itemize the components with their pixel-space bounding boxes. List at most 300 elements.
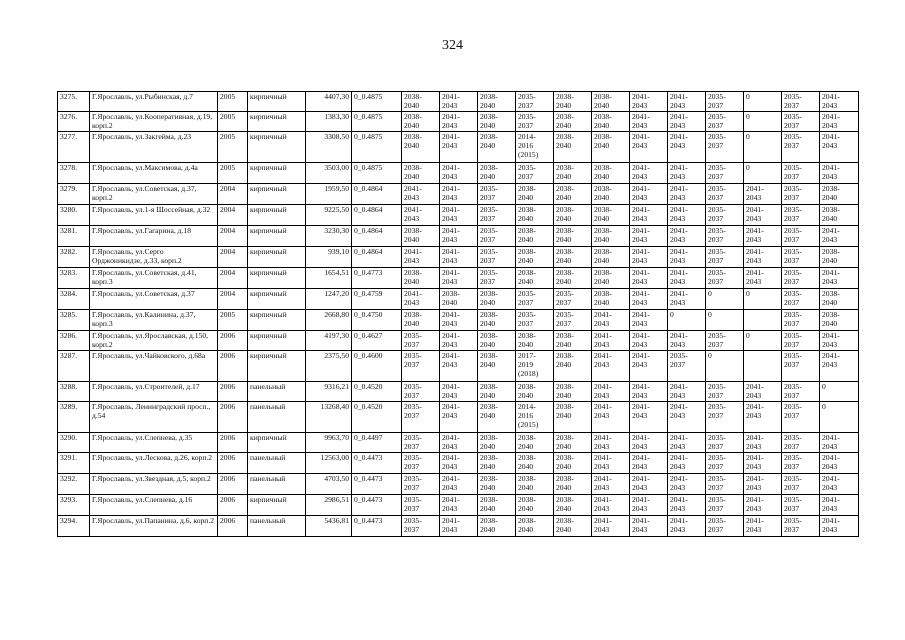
cell-p10: 2041- 2043	[744, 516, 782, 537]
cell-area: 4703,50	[306, 474, 352, 495]
cell-p2: 2041- 2043	[440, 402, 478, 433]
cell-year: 2006	[218, 402, 248, 433]
cell-p9: 0	[706, 351, 744, 382]
cell-p5: 2038- 2040	[554, 163, 592, 184]
cell-p4: 2035- 2037	[516, 163, 554, 184]
cell-p5: 2038- 2040	[554, 495, 592, 516]
cell-p5: 2038- 2040	[554, 92, 592, 112]
cell-p10: 2041- 2043	[744, 495, 782, 516]
cell-material: кирпичный	[248, 331, 306, 351]
cell-material: панельный	[248, 402, 306, 433]
cell-p4: 2035- 2037	[516, 289, 554, 310]
cell-coef: 0_0.4864	[352, 205, 402, 226]
cell-p1: 2038- 2040	[402, 112, 440, 132]
cell-p3: 2038- 2040	[478, 516, 516, 537]
cell-p11: 2035- 2037	[782, 92, 820, 112]
cell-p10	[744, 310, 782, 331]
table-row	[58, 132, 859, 163]
cell-p1: 2035- 2037	[402, 382, 440, 402]
cell-coef: 0_0.4864	[352, 184, 402, 205]
cell-p10: 2041- 2043	[744, 402, 782, 433]
cell-p1: 2035- 2037	[402, 351, 440, 382]
cell-p7: 2041- 2043	[630, 226, 668, 247]
cell-p8: 2041- 2043	[668, 268, 706, 289]
cell-p2: 2041- 2043	[440, 516, 478, 537]
cell-area: 1247,20	[306, 289, 352, 310]
cell-p11: 2035- 2037	[782, 289, 820, 310]
cell-p3: 2038- 2040	[478, 92, 516, 112]
cell-p10: 2041- 2043	[744, 453, 782, 474]
cell-p2: 2041- 2043	[440, 433, 478, 453]
cell-p6: 2038- 2040	[592, 112, 630, 132]
cell-area: 2375,50	[306, 351, 352, 382]
cell-area: 12563,00	[306, 453, 352, 474]
cell-p1: 2038- 2040	[402, 92, 440, 112]
cell-p5: 2038- 2040	[554, 112, 592, 132]
cell-p5: 2038- 2040	[554, 351, 592, 382]
cell-p11: 2035- 2037	[782, 268, 820, 289]
cell-p9: 2035- 2037	[706, 268, 744, 289]
cell-p4: 2017- 2019 (2018)	[516, 351, 554, 382]
cell-p5: 2038- 2040	[554, 184, 592, 205]
cell-p12: 2041- 2043	[820, 331, 859, 351]
cell-p2: 2041- 2043	[440, 310, 478, 331]
cell-p3: 2038- 2040	[478, 163, 516, 184]
cell-p3: 2038- 2040	[478, 453, 516, 474]
cell-material: панельный	[248, 474, 306, 495]
cell-p8: 2041- 2043	[668, 112, 706, 132]
cell-address: Г.Ярославль, ул.Строителей, д.17	[90, 382, 218, 402]
cell-p3: 2038- 2040	[478, 474, 516, 495]
table-row	[58, 495, 859, 516]
cell-p3: 2038- 2040	[478, 382, 516, 402]
cell-area: 3503,00	[306, 163, 352, 184]
cell-p1: 2035- 2037	[402, 474, 440, 495]
cell-p10: 0	[744, 163, 782, 184]
cell-p6: 2041- 2043	[592, 433, 630, 453]
cell-num: 3285.	[58, 310, 90, 331]
cell-p6: 2041- 2043	[592, 402, 630, 433]
cell-p7: 2041- 2043	[630, 112, 668, 132]
table-row	[58, 268, 859, 289]
cell-p8: 2041- 2043	[668, 132, 706, 163]
cell-address: Г.Ярославль, ул.Папанина, д.6, корп.2	[90, 516, 218, 537]
cell-address: Г.Ярославль, ул.Максимова, д.4а	[90, 163, 218, 184]
table-row	[58, 163, 859, 184]
cell-address: Г.Ярославль, ул.Серго Орджоникидзе, д.33, корп.2	[90, 247, 218, 268]
cell-p9: 2035- 2037	[706, 205, 744, 226]
cell-p2: 2041- 2043	[440, 112, 478, 132]
cell-p5: 2038- 2040	[554, 268, 592, 289]
cell-p2: 2041- 2043	[440, 226, 478, 247]
cell-material: кирпичный	[248, 132, 306, 163]
cell-address: Г.Ярославль, ул.Рыбинская, д.7	[90, 92, 218, 112]
cell-address: Г.Ярославль, ул.Слепнева, д.35	[90, 433, 218, 453]
cell-p7: 2041- 2043	[630, 132, 668, 163]
cell-p6: 2038- 2040	[592, 268, 630, 289]
cell-p1: 2035- 2037	[402, 433, 440, 453]
cell-year: 2005	[218, 112, 248, 132]
cell-p7: 2041- 2043	[630, 289, 668, 310]
cell-p3: 2038- 2040	[478, 132, 516, 163]
cell-num: 3283.	[58, 268, 90, 289]
cell-p3: 2038- 2040	[478, 402, 516, 433]
cell-coef: 0_0.4473	[352, 453, 402, 474]
cell-p10: 2041- 2043	[744, 474, 782, 495]
cell-year: 2004	[218, 289, 248, 310]
cell-p2: 2041- 2043	[440, 351, 478, 382]
cell-num: 3288.	[58, 382, 90, 402]
cell-p7: 2041- 2043	[630, 474, 668, 495]
cell-p12: 2038- 2040	[820, 184, 859, 205]
cell-p2: 2041- 2043	[440, 474, 478, 495]
cell-num: 3291.	[58, 453, 90, 474]
cell-p8: 2035- 2037	[668, 351, 706, 382]
cell-p10: 2041- 2043	[744, 205, 782, 226]
cell-material: кирпичный	[248, 351, 306, 382]
cell-address: Г.Ярославль, Ленинградский просп., д.54	[90, 402, 218, 433]
cell-p7: 2041- 2043	[630, 205, 668, 226]
cell-p5: 2038- 2040	[554, 331, 592, 351]
cell-num: 3290.	[58, 433, 90, 453]
cell-p11: 2035- 2037	[782, 184, 820, 205]
cell-p4: 2014- 2016 (2015)	[516, 402, 554, 433]
cell-p1: 2038- 2040	[402, 132, 440, 163]
cell-coef: 0_0.4473	[352, 495, 402, 516]
cell-p11: 2035- 2037	[782, 310, 820, 331]
cell-p2: 2041- 2043	[440, 382, 478, 402]
cell-p12: 2041- 2043	[820, 268, 859, 289]
cell-p2: 2041- 2043	[440, 331, 478, 351]
cell-coef: 0_0.4875	[352, 163, 402, 184]
cell-p3: 2038- 2040	[478, 433, 516, 453]
cell-p12: 2041- 2043	[820, 474, 859, 495]
table-row	[58, 205, 859, 226]
cell-p11: 2035- 2037	[782, 351, 820, 382]
cell-p7: 2041- 2043	[630, 92, 668, 112]
table-row	[58, 289, 859, 310]
table-row	[58, 516, 859, 537]
table-row	[58, 453, 859, 474]
cell-area: 9225,50	[306, 205, 352, 226]
cell-p4: 2038- 2040	[516, 184, 554, 205]
cell-p4: 2038- 2040	[516, 226, 554, 247]
cell-p5: 2038- 2040	[554, 516, 592, 537]
cell-p8: 2041- 2043	[668, 474, 706, 495]
cell-year: 2004	[218, 247, 248, 268]
cell-address: Г.Ярославль, ул.Чайковского, д.68а	[90, 351, 218, 382]
cell-p4: 2038- 2040	[516, 516, 554, 537]
cell-material: кирпичный	[248, 92, 306, 112]
cell-p1: 2038- 2040	[402, 268, 440, 289]
cell-area: 1654,51	[306, 268, 352, 289]
cell-p9: 2035- 2037	[706, 433, 744, 453]
cell-coef: 0_0.4520	[352, 382, 402, 402]
table-row	[58, 247, 859, 268]
cell-p7: 2041- 2043	[630, 382, 668, 402]
cell-p7: 2041- 2043	[630, 331, 668, 351]
cell-p11: 2035- 2037	[782, 433, 820, 453]
cell-p12: 2041- 2043	[820, 516, 859, 537]
cell-p1: 2041- 2043	[402, 184, 440, 205]
cell-p8: 2041- 2043	[668, 516, 706, 537]
cell-coef: 0_0.4473	[352, 474, 402, 495]
cell-address: Г.Ярославль, ул.Закгейма, д.23	[90, 132, 218, 163]
cell-material: кирпичный	[248, 163, 306, 184]
cell-p1: 2035- 2037	[402, 453, 440, 474]
cell-num: 3276.	[58, 112, 90, 132]
cell-num: 3286.	[58, 331, 90, 351]
cell-coef: 0_0.4773	[352, 268, 402, 289]
cell-p3: 2038- 2040	[478, 310, 516, 331]
table-row	[58, 184, 859, 205]
cell-p9: 2035- 2037	[706, 247, 744, 268]
cell-coef: 0_0.4520	[352, 402, 402, 433]
cell-p12: 2041- 2043	[820, 495, 859, 516]
cell-p10: 0	[744, 289, 782, 310]
cell-p6: 2041- 2043	[592, 474, 630, 495]
cell-area: 2668,80	[306, 310, 352, 331]
cell-year: 2006	[218, 382, 248, 402]
cell-p7: 2041- 2043	[630, 184, 668, 205]
cell-p2: 2041- 2043	[440, 247, 478, 268]
cell-p5: 2038- 2040	[554, 453, 592, 474]
cell-p2: 2041- 2043	[440, 92, 478, 112]
cell-p9: 2035- 2037	[706, 184, 744, 205]
cell-coef: 0_0.4875	[352, 92, 402, 112]
cell-p3: 2035- 2037	[478, 268, 516, 289]
cell-p4: 2038- 2040	[516, 268, 554, 289]
cell-p4: 2038- 2040	[516, 433, 554, 453]
cell-p11: 2035- 2037	[782, 163, 820, 184]
cell-p12: 0	[820, 402, 859, 433]
cell-p9: 2035- 2037	[706, 163, 744, 184]
cell-p9: 0	[706, 310, 744, 331]
cell-material: кирпичный	[248, 226, 306, 247]
cell-p8: 2041- 2043	[668, 331, 706, 351]
cell-p4: 2035- 2037	[516, 92, 554, 112]
cell-p6: 2038- 2040	[592, 92, 630, 112]
cell-year: 2006	[218, 453, 248, 474]
cell-year: 2006	[218, 495, 248, 516]
cell-material: кирпичный	[248, 112, 306, 132]
cell-p2: 2041- 2043	[440, 495, 478, 516]
cell-year: 2004	[218, 184, 248, 205]
cell-year: 2006	[218, 433, 248, 453]
cell-p11: 2035- 2037	[782, 516, 820, 537]
cell-p9: 2035- 2037	[706, 226, 744, 247]
cell-coef: 0_0.4759	[352, 289, 402, 310]
cell-material: кирпичный	[248, 495, 306, 516]
cell-material: кирпичный	[248, 268, 306, 289]
cell-p10: 2041- 2043	[744, 382, 782, 402]
cell-p2: 2041- 2043	[440, 453, 478, 474]
cell-coef: 0_0.4497	[352, 433, 402, 453]
cell-material: кирпичный	[248, 247, 306, 268]
cell-p11: 2035- 2037	[782, 474, 820, 495]
cell-p2: 2041- 2043	[440, 205, 478, 226]
cell-p5: 2038- 2040	[554, 247, 592, 268]
cell-p2: 2041- 2043	[440, 184, 478, 205]
cell-p9: 2035- 2037	[706, 112, 744, 132]
cell-p10: 0	[744, 112, 782, 132]
page-number: 324	[442, 38, 463, 53]
cell-p2: 2041- 2043	[440, 268, 478, 289]
cell-p11: 2035- 2037	[782, 331, 820, 351]
cell-p6: 2041- 2043	[592, 516, 630, 537]
cell-num: 3280.	[58, 205, 90, 226]
cell-p8: 2041- 2043	[668, 226, 706, 247]
table-row	[58, 92, 859, 112]
cell-p1: 2038- 2040	[402, 163, 440, 184]
cell-p4: 2014- 2016 (2015)	[516, 132, 554, 163]
cell-p1: 2038- 2040	[402, 226, 440, 247]
cell-area: 4197,30	[306, 331, 352, 351]
cell-p8: 2041- 2043	[668, 289, 706, 310]
cell-p6: 2038- 2040	[592, 163, 630, 184]
cell-address: Г.Ярославль, ул.1-я Шоссейная, д.32	[90, 205, 218, 226]
cell-address: Г.Ярославль, ул.Кооперативная, д.19, корп.2	[90, 112, 218, 132]
cell-p3: 2035- 2037	[478, 205, 516, 226]
cell-p2: 2041- 2043	[440, 163, 478, 184]
cell-p12: 2041- 2043	[820, 453, 859, 474]
cell-area: 13268,40	[306, 402, 352, 433]
cell-coef: 0_0.4600	[352, 351, 402, 382]
cell-p9: 2035- 2037	[706, 382, 744, 402]
cell-p9: 2035- 2037	[706, 516, 744, 537]
cell-p10: 2041- 2043	[744, 268, 782, 289]
cell-p7: 2041- 2043	[630, 351, 668, 382]
cell-num: 3292.	[58, 474, 90, 495]
cell-p10	[744, 351, 782, 382]
cell-area: 1383,30	[306, 112, 352, 132]
cell-address: Г.Ярославль, ул.Советская, д.41, корп.3	[90, 268, 218, 289]
cell-p5: 2038- 2040	[554, 382, 592, 402]
cell-coef: 0_0.4875	[352, 112, 402, 132]
cell-material: кирпичный	[248, 433, 306, 453]
cell-p12: 2038- 2040	[820, 247, 859, 268]
cell-p8: 0	[668, 310, 706, 331]
cell-address: Г.Ярославль, ул.Советская, д.37	[90, 289, 218, 310]
cell-p8: 2041- 2043	[668, 433, 706, 453]
cell-p12: 2041- 2043	[820, 112, 859, 132]
cell-p4: 2038- 2040	[516, 495, 554, 516]
cell-p10: 2041- 2043	[744, 247, 782, 268]
cell-p8: 2041- 2043	[668, 92, 706, 112]
cell-p4: 2038- 2040	[516, 205, 554, 226]
cell-material: панельный	[248, 516, 306, 537]
cell-p3: 2038- 2040	[478, 112, 516, 132]
cell-p8: 2041- 2043	[668, 382, 706, 402]
cell-area: 1959,50	[306, 184, 352, 205]
cell-area: 4407,30	[306, 92, 352, 112]
cell-p1: 2035- 2037	[402, 402, 440, 433]
cell-p6: 2041- 2043	[592, 351, 630, 382]
cell-address: Г.Ярославль, ул.Ярославская, д.150, корп.2	[90, 331, 218, 351]
cell-p7: 2041- 2043	[630, 268, 668, 289]
cell-num: 3294.	[58, 516, 90, 537]
table-row	[58, 331, 859, 351]
cell-year: 2005	[218, 92, 248, 112]
cell-p9: 2035- 2037	[706, 331, 744, 351]
cell-p6: 2038- 2040	[592, 226, 630, 247]
cell-num: 3287.	[58, 351, 90, 382]
cell-num: 3289.	[58, 402, 90, 433]
cell-p7: 2041- 2043	[630, 247, 668, 268]
cell-p11: 2035- 2037	[782, 382, 820, 402]
cell-p11: 2035- 2037	[782, 495, 820, 516]
cell-address: Г.Ярославль, ул.Звездная, д.5, корп.2	[90, 474, 218, 495]
cell-p10: 0	[744, 132, 782, 163]
cell-area: 9963,70	[306, 433, 352, 453]
cell-p10: 0	[744, 331, 782, 351]
cell-p11: 2035- 2037	[782, 453, 820, 474]
cell-p9: 2035- 2037	[706, 132, 744, 163]
table-row	[58, 226, 859, 247]
cell-p12: 2041- 2043	[820, 132, 859, 163]
cell-p6: 2038- 2040	[592, 247, 630, 268]
cell-p5: 2038- 2040	[554, 132, 592, 163]
cell-p1: 2035- 2037	[402, 495, 440, 516]
cell-material: панельный	[248, 382, 306, 402]
cell-p5: 2038- 2040	[554, 474, 592, 495]
cell-p12: 2041- 2043	[820, 433, 859, 453]
cell-p7: 2041- 2043	[630, 163, 668, 184]
cell-area: 2986,51	[306, 495, 352, 516]
cell-year: 2006	[218, 331, 248, 351]
cell-p6: 2038- 2040	[592, 132, 630, 163]
cell-area: 939,10	[306, 247, 352, 268]
cell-p2: 2041- 2043	[440, 132, 478, 163]
table-row	[58, 402, 859, 433]
cell-p12: 2038- 2040	[820, 310, 859, 331]
cell-p5: 2035- 2037	[554, 310, 592, 331]
cell-year: 2006	[218, 474, 248, 495]
cell-p11: 2035- 2037	[782, 226, 820, 247]
cell-p6: 2041- 2043	[592, 310, 630, 331]
cell-material: панельный	[248, 453, 306, 474]
cell-material: кирпичный	[248, 310, 306, 331]
cell-coef: 0_0.4473	[352, 516, 402, 537]
cell-p1: 2041- 2043	[402, 247, 440, 268]
cell-p6: 2038- 2040	[592, 184, 630, 205]
cell-year: 2004	[218, 226, 248, 247]
cell-p10: 2041- 2043	[744, 226, 782, 247]
cell-year: 2005	[218, 310, 248, 331]
cell-p1: 2035- 2037	[402, 516, 440, 537]
cell-material: кирпичный	[248, 205, 306, 226]
cell-p6: 2038- 2040	[592, 289, 630, 310]
cell-p8: 2041- 2043	[668, 163, 706, 184]
cell-p4: 2038- 2040	[516, 453, 554, 474]
cell-area: 9316,21	[306, 382, 352, 402]
cell-num: 3277.	[58, 132, 90, 163]
cell-p7: 2041- 2043	[630, 310, 668, 331]
cell-p3: 2035- 2037	[478, 247, 516, 268]
cell-p8: 2041- 2043	[668, 495, 706, 516]
cell-p5: 2038- 2040	[554, 205, 592, 226]
cell-p9: 2035- 2037	[706, 495, 744, 516]
cell-p6: 2041- 2043	[592, 495, 630, 516]
cell-p7: 2041- 2043	[630, 516, 668, 537]
cell-p11: 2035- 2037	[782, 247, 820, 268]
cell-p10: 2041- 2043	[744, 184, 782, 205]
cell-p7: 2041- 2043	[630, 453, 668, 474]
cell-p7: 2041- 2043	[630, 495, 668, 516]
cell-year: 2005	[218, 132, 248, 163]
cell-p7: 2041- 2043	[630, 402, 668, 433]
cell-address: Г.Ярославль, ул.Гагарина, д.18	[90, 226, 218, 247]
